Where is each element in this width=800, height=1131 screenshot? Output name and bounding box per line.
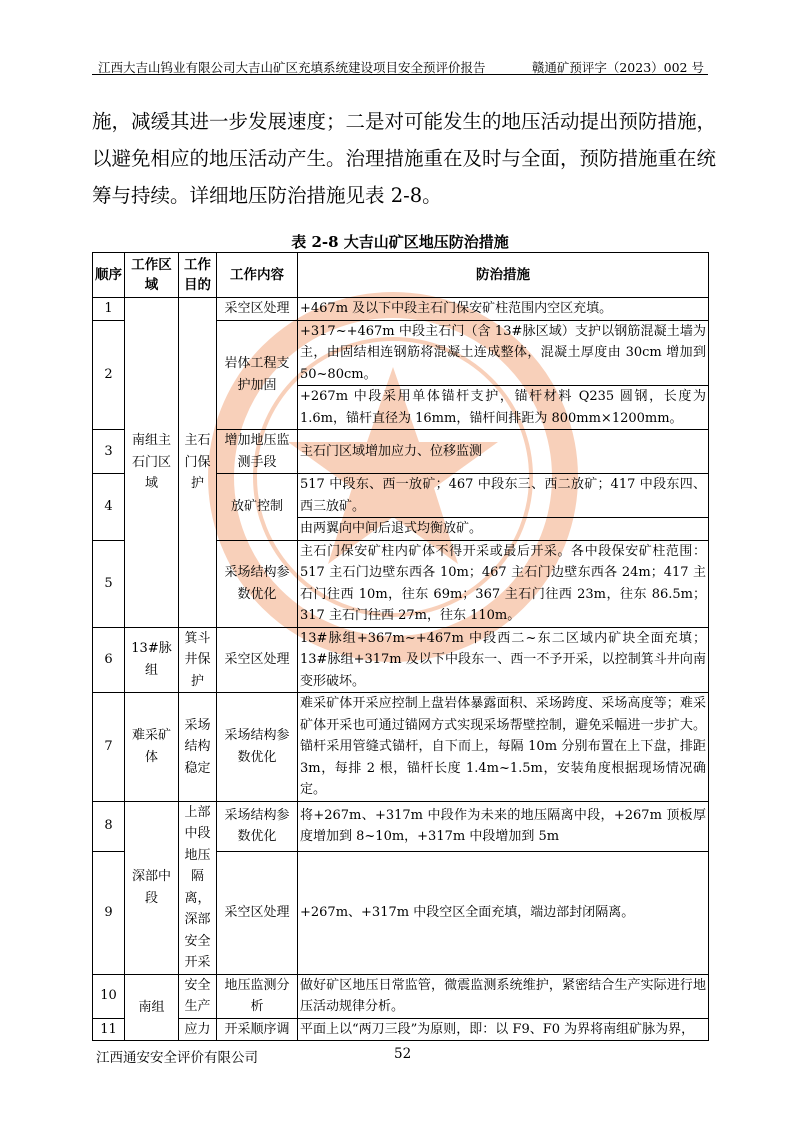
- page-number: 52: [394, 1046, 412, 1062]
- row-number: 3: [93, 430, 125, 474]
- work-area-cell: 13#脉组: [125, 627, 179, 693]
- table-row: [93, 1018, 709, 1041]
- merged-purpose-cell: 主石门保护: [179, 298, 217, 628]
- row-number: 6: [93, 627, 125, 693]
- measure-cell: 由两翼向中间后退式均衡放矿。: [298, 518, 709, 541]
- measure-cell: 做好矿区地压日常监管，微震监测系统维护，紧密结合生产实际进行地压活动规律分析。: [298, 974, 709, 1018]
- merged-area-cell: 深部中段: [125, 801, 179, 974]
- measure-cell: 平面上以“两刀三段”为原则，即：以 F9、F0 为界将南组矿脉为界，: [298, 1018, 709, 1041]
- page-header: [90, 55, 710, 75]
- merged-area-cell: 南组: [125, 974, 179, 1041]
- work-purpose-cell: 箕斗井保护: [179, 627, 217, 693]
- measure-cell: +267m 中段采用单体锚杆支护，锚杆材料 Q235 圆钢，长度为 1.6m，锚杆直径为 16mm，锚杆间排距为 800mm×1200mm。: [298, 386, 709, 430]
- row-number: 2: [93, 320, 125, 430]
- row-number: 1: [93, 298, 125, 321]
- header-work-area: 工作区域: [125, 253, 179, 298]
- row-number: 5: [93, 540, 125, 627]
- table-row: [93, 693, 709, 802]
- work-content-cell: 增加地压监测手段: [217, 430, 298, 474]
- table-row: [93, 974, 709, 1018]
- measure-cell: 主石门保安矿柱内矿体不得开采或最后开采。各中段保安矿柱范围：517 主石门边壁东西各 10m；467 主石门边壁东西各 24m；417 主石门往西 10m，往东 69m；367 主石门往西 23m，往东 86.5m；317 主石门往西 27m，往东 110m。: [298, 540, 709, 627]
- header-sequence: 顺序: [93, 253, 125, 298]
- header-divider: [92, 74, 708, 75]
- intro-line-3: 筹与持续。详细地压防治措施见表 2-8。: [92, 184, 442, 207]
- work-content-cell: 地压监测分析: [217, 974, 298, 1018]
- intro-paragraph: [92, 103, 717, 214]
- merged-area-cell: 南组主石门区域: [125, 298, 179, 628]
- row-number: 8: [93, 801, 125, 851]
- work-purpose-cell: 应力: [179, 1018, 217, 1041]
- merged-purpose-cell: 上部中段地压隔离，深部安全开采: [179, 801, 217, 974]
- measure-cell: +317~+467m 中段主石门（含 13#脉区域）支护以钢筋混凝土墙为主，由固结相连钢筋将混凝土连成整体，混凝土厚度由 30cm 增加到 50~80cm。: [298, 320, 709, 386]
- header-work-content: 工作内容: [217, 253, 298, 298]
- measure-cell: 难采矿体开采应控制上盘岩体暴露面积、采场跨度、采场高度等；难采矿体开采也可通过锚网方式实现采场帮壁控制，避免采幅进一步扩大。锚杆采用管缝式锚杆，自下而上，每隔 10m 分别布置在上下盘，排距 3m，每排 2 根，锚杆长度 1.4m~1.5m，安装角度根据现场情况确定。: [298, 693, 709, 802]
- work-content-cell: 采场结构参数优化: [217, 693, 298, 802]
- table-caption: 表 2-8 大吉山矿区地压防治措施: [291, 233, 509, 251]
- row-number: 9: [93, 851, 125, 974]
- intro-line-2: 以避免相应的地压活动产生。治理措施重在及时与全面，预防措施重在统: [92, 147, 717, 170]
- work-purpose-cell: 安全生产: [179, 974, 217, 1018]
- work-content-cell: 放矿控制: [217, 474, 298, 541]
- measure-cell: 13#脉组+367m~+467m 中段西二~东二区域内矿块全面充填；13#脉组+317m 及以下中段东一、西一不予开采，以控制箕斗井向南变形破坏。: [298, 627, 709, 693]
- measure-cell: +467m 及以下中段主石门保安矿柱范围内空区充填。: [298, 298, 709, 321]
- work-content-cell: 采场结构参数优化: [217, 801, 298, 851]
- work-content-cell: 采场结构参数优化: [217, 540, 298, 627]
- measure-cell: 主石门区域增加应力、位移监测: [298, 430, 709, 474]
- header-measures: 防治措施: [298, 253, 709, 298]
- work-content-cell: 采空区处理: [217, 851, 298, 974]
- table-row: [93, 801, 709, 851]
- footer-company-name: 江西通安安全评价有限公司: [96, 1050, 258, 1066]
- row-number: 11: [93, 1018, 125, 1041]
- row-number: 4: [93, 474, 125, 541]
- measure-cell: +267m、+317m 中段空区全面充填，端边部封闭隔离。: [298, 851, 709, 974]
- work-content-cell: 采空区处理: [217, 298, 298, 321]
- header-document-number: 赣通矿预评字（2023）002 号: [531, 60, 704, 75]
- table-row: [93, 627, 709, 693]
- work-content-cell: 岩体工程支护加固: [217, 320, 298, 430]
- work-content-cell: 采空区处理: [217, 627, 298, 693]
- header-work-purpose: 工作目的: [179, 253, 217, 298]
- header-report-title: 江西大吉山钨业有限公司大吉山矿区充填系统建设项目安全预评价报告: [98, 60, 486, 75]
- work-purpose-cell: 采场结构稳定: [179, 693, 217, 802]
- work-content-cell: 开采顺序调: [217, 1018, 298, 1041]
- row-number: 7: [93, 693, 125, 802]
- row-number: 10: [93, 974, 125, 1018]
- ground-pressure-measures-table: [92, 252, 709, 1041]
- measure-cell: 将+267m、+317m 中段作为未来的地压隔离中段，+267m 顶板厚度增加到 8~10m，+317m 中段增加到 5m: [298, 801, 709, 851]
- table-row: [93, 298, 709, 321]
- table-header-row: [93, 253, 709, 298]
- work-area-cell: 难采矿体: [125, 693, 179, 802]
- intro-line-1: 施，减缓其进一步发展速度；二是对可能发生的地压活动提出预防措施，: [92, 110, 717, 133]
- measure-cell: 517 中段东、西一放矿；467 中段东三、西二放矿；417 中段东四、西三放矿。: [298, 474, 709, 518]
